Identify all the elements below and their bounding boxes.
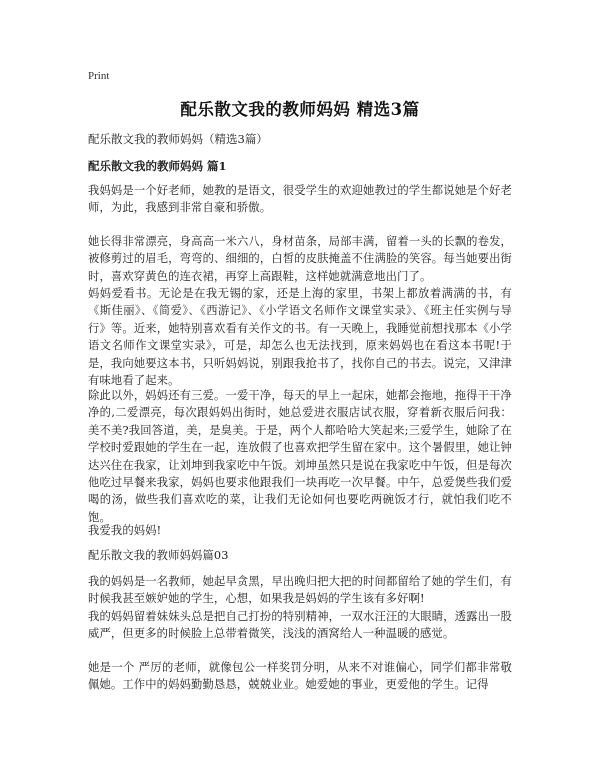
paragraph-3: 妈妈爱看书。无论是在我无锡的家，还是上海的家里，书架上都放着满满的书，有《斯佳丽》、《简爱》、《西游记》、《小学语文名师作文课堂实录》、《班主任实例与导行》等。近来，她特别喜欢看有关作文的书。有一天晚上，我睡觉前想找那本《小学语文名师作文课堂实录》，可是，却怎么也无法找到，原来妈妈也在看这本书呢!于是，我向她要这本书，只听妈妈说，别跟我抢书了，找你自己的书去。说完，又津津有味地看了起来。 — [88, 287, 512, 388]
paragraph-6: 我的妈妈是一名教师，她起早贪黑，早出晚归把大把的时间都留给了她的学生们，有时候我甚至嫉妒她的学生，心想，如果我是妈妈的学生该有多好啊! — [88, 575, 512, 606]
print-label: Print — [88, 70, 110, 82]
page-title: 配乐散文我的教师妈妈 精选3篇 — [180, 100, 420, 119]
paragraph-1: 我妈妈是一个好老师，她教的是语文，很受学生的欢迎她教过的学生都说她是个好老师，为此，我感到非常自豪和骄傲。 — [88, 184, 512, 215]
paragraph-5: 我爱我的妈妈! — [88, 524, 162, 537]
paragraph-2: 她长得非常漂亮，身高高一米六八，身材苗条，局部丰满，留着一头的长飘的卷发，被修剪过的眉毛，弯弯的、细细的，白皙的皮肤掩盖不住满脸的笑容。每当她要出街时，喜欢穿黄色的连衣裙，再穿上高跟鞋，这样她就满意地出门了。 — [88, 235, 512, 283]
paragraph-8: 她是一个 严厉的老师，就像包公一样奖罚分明，从来不对谁偏心，同学们都非常敬佩她。工作中的妈妈勤勤恳恳，兢兢业业。她爱她的事业，更爱他的学生。记得 — [88, 661, 512, 692]
section-heading-1: 配乐散文我的教师妈妈 篇1 — [88, 159, 227, 173]
section-heading-3: 配乐散文我的教师妈妈篇03 — [88, 549, 229, 562]
paragraph-7: 我的妈妈留着妹妹头总是把自己打扮的特别精神，一双水汪汪的大眼睛，透露出一股威严，但更多的时候脸上总带着微笑，浅浅的酒窝给人一种温暖的感觉。 — [88, 610, 512, 641]
paragraph-4: 除此以外，妈妈还有三爱。一爱干净，每天的早上一起床，她都会拖地，拖得干干净净的,二爱漂亮，每次跟妈妈出街时，她总爱进衣服店试衣服，穿着新衣服后问我：美不美?我回答道，美，是臭美。于是，两个人都哈哈大笑起来;三爱学生，她除了在学校时爱跟她的学生在一起，连放假了也喜欢把学生留在家中。这个暑假里，她让钟达兴住在我家，让刘坤到我家吃中午饭。刘坤虽然只是说在我家吃中午饭，但是每次他吃过早餐来我家，妈妈也要求他跟我们一块再吃一次早餐。中午，总爱煲些我们爱喝的汤，做些我们喜欢吃的菜，让我们无论如何也要吃两碗饭才行，就怕我们吃不饱。 — [88, 389, 512, 524]
document-subtitle: 配乐散文我的教师妈妈（精选3篇） — [88, 132, 268, 146]
